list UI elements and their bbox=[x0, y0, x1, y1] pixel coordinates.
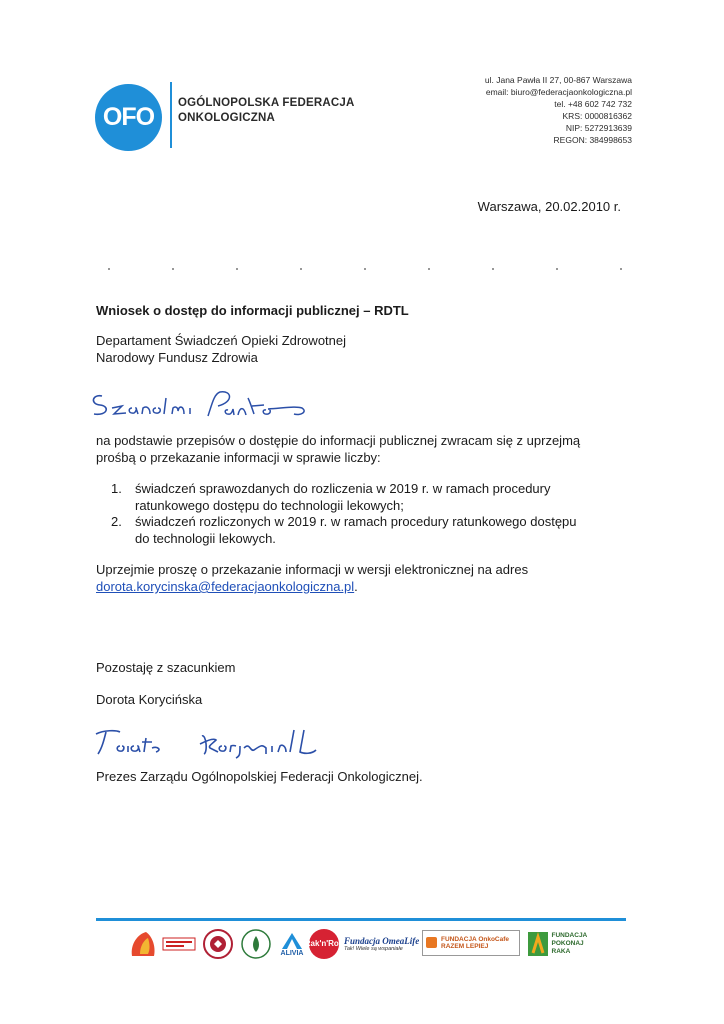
contact-phone: tel. +48 602 742 732 bbox=[554, 99, 632, 109]
intro-line2: prośbą o przekazanie informacji w sprawie liczby: bbox=[96, 450, 381, 465]
signer-name: Dorota Korycińska bbox=[96, 692, 203, 707]
org-name-line1: OGÓLNOPOLSKA FEDERACJA bbox=[178, 97, 355, 109]
request-end: . bbox=[354, 579, 358, 594]
list-item-line1: świadczeń rozliczonych w 2019 r. w ramach procedury ratunkowego dostępu bbox=[135, 514, 577, 529]
onkocafe-label: FUNDACJA OnkoCafe RAZEM LEPIEJ bbox=[441, 935, 510, 950]
scan-dot bbox=[172, 268, 174, 270]
alivia-label: ALIVIA bbox=[280, 949, 304, 957]
contact-regon: REGON: 384998653 bbox=[553, 135, 632, 145]
scan-dot bbox=[236, 268, 238, 270]
list-item-line2: do technologii lekowych. bbox=[135, 531, 276, 546]
alivia-logo bbox=[276, 928, 308, 960]
letter-date: Warszawa, 20.02.2010 r. bbox=[477, 199, 621, 214]
list-item-number: 1. bbox=[111, 481, 122, 496]
logo-divider bbox=[170, 82, 172, 148]
pokonaj-raka-mark-icon bbox=[527, 931, 549, 957]
handwritten-signature bbox=[90, 724, 350, 760]
alivia-mark-icon bbox=[281, 932, 303, 950]
closing: Pozostaję z szacunkiem bbox=[96, 660, 236, 675]
recipient-line1: Departament Świadczeń Opieki Zdrowotnej bbox=[96, 333, 347, 348]
handwritten-salutation bbox=[88, 386, 328, 422]
onkocafe-mark-icon bbox=[426, 937, 437, 948]
intro-line1: na podstawie przepisów o dostępie do informacji publicznej zwracam się z uprzejmą bbox=[96, 433, 581, 448]
contact-address: ul. Jana Pawła II 27, 00-867 Warszawa bbox=[484, 75, 632, 85]
list-item-line1: świadczeń sprawozdanych do rozliczenia w 2019 r. w ramach procedury bbox=[135, 481, 551, 496]
signer-title: Prezes Zarządu Ogólnopolskiej Federacji Onkologicznej. bbox=[96, 769, 423, 784]
scan-dot bbox=[300, 268, 302, 270]
contact-nip: NIP: 5272913639 bbox=[565, 123, 632, 133]
scan-dot bbox=[556, 268, 558, 270]
sponsor-logo-2 bbox=[162, 928, 196, 960]
omealife-label: Fundacja OmeaLife bbox=[344, 936, 420, 946]
list-item-number: 2. bbox=[111, 514, 122, 529]
contact-krs: KRS: 0000816362 bbox=[562, 111, 632, 121]
scan-dot bbox=[364, 268, 366, 270]
raknroll-logo bbox=[304, 928, 344, 960]
omealife-tagline: Tak! Wiele są wspaniałe bbox=[344, 946, 403, 952]
request-line1: Uprzejmie proszę o przekazanie informacji w wersji elektronicznej na adres bbox=[96, 562, 529, 577]
sponsor-logo-4 bbox=[240, 928, 272, 960]
scan-dot bbox=[428, 268, 430, 270]
ofo-logo-text: OFO bbox=[102, 103, 155, 131]
scan-dot bbox=[620, 268, 622, 270]
scan-dot bbox=[492, 268, 494, 270]
org-name-line2: ONKOLOGICZNA bbox=[178, 112, 275, 124]
pokonaj-raka-logo bbox=[526, 928, 602, 960]
onkocafe-logo bbox=[422, 930, 520, 956]
sponsor-logo-1 bbox=[126, 928, 160, 960]
sponsor-logo-3 bbox=[202, 928, 234, 960]
raknroll-label: Rak'n'Roll bbox=[309, 929, 339, 959]
request-line2 bbox=[96, 579, 358, 594]
recipient-line2: Narodowy Fundusz Zdrowia bbox=[96, 350, 258, 365]
omealife-logo bbox=[344, 928, 418, 960]
letter-subject: Wniosek o dostęp do informacji publicznej – RDTL bbox=[96, 303, 409, 318]
contact-email: email: biuro@federacjaonkologiczna.pl bbox=[485, 87, 632, 97]
ofo-logo bbox=[95, 84, 162, 151]
list-item-line2: ratunkowego dostępu do technologii lekowych; bbox=[135, 498, 404, 513]
scan-dot bbox=[108, 268, 110, 270]
email-link[interactable]: dorota.korycinska@federacjaonkologiczna.pl bbox=[96, 579, 355, 594]
footer-divider bbox=[96, 918, 626, 921]
pokonaj-raka-label: FUNDACJA POKONAJ RAKA bbox=[551, 932, 588, 955]
